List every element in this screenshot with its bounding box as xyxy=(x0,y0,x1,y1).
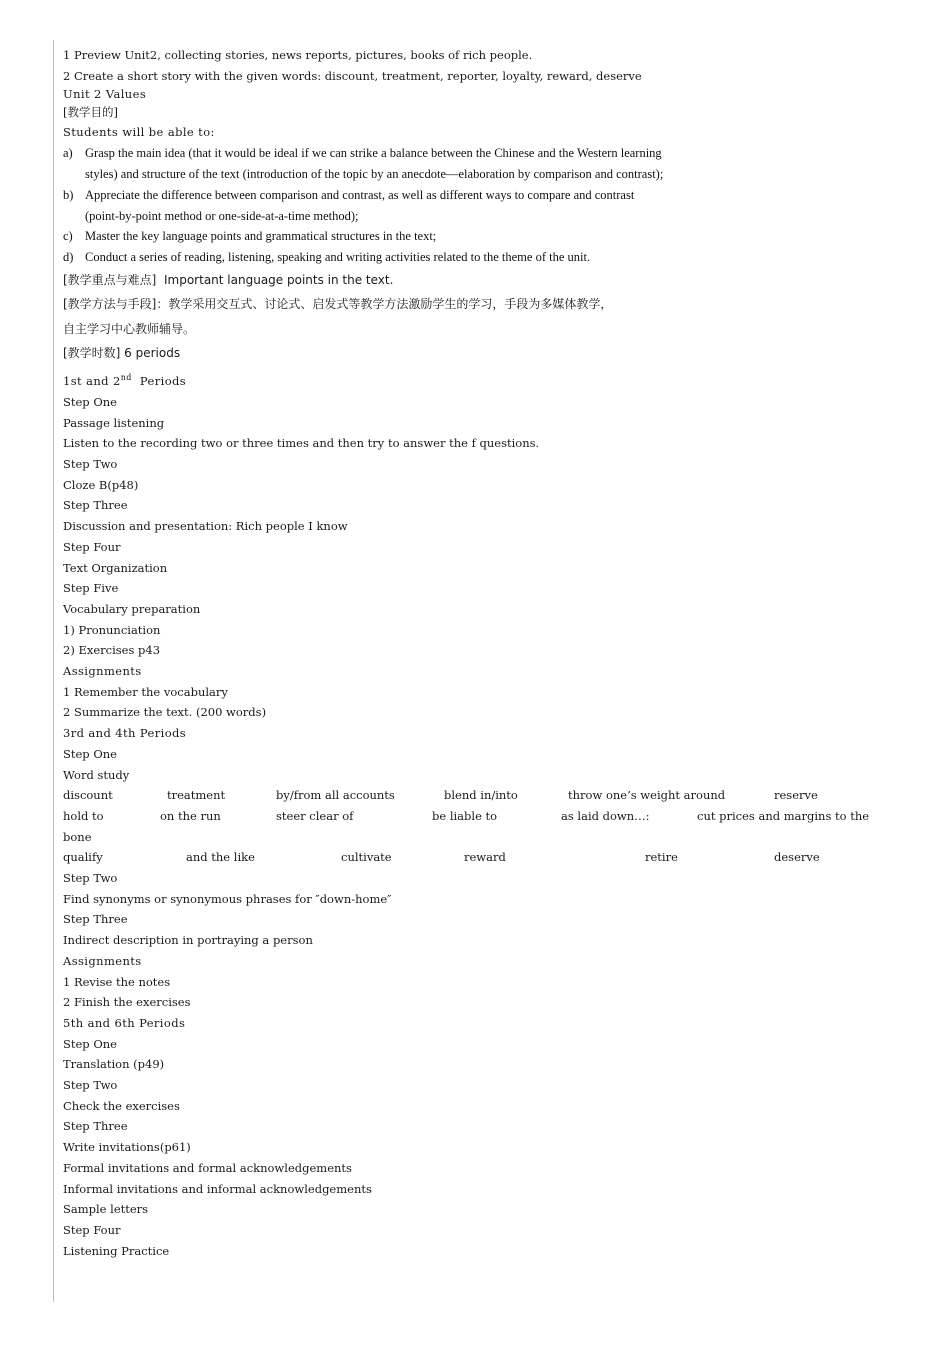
word: cut prices and margins to the xyxy=(697,808,870,823)
list-item: Assignments xyxy=(63,953,142,968)
word-row-wrap: bone xyxy=(63,829,92,844)
list-item: Indirect description in portraying a person xyxy=(63,933,313,948)
list-item: Assignments xyxy=(63,664,142,679)
word-row xyxy=(63,785,923,806)
teaching-hours: [教学时数] 6 periods xyxy=(63,346,181,361)
word: qualify xyxy=(63,850,103,865)
word: treatment xyxy=(167,788,226,803)
list-item: 2 Finish the exercises xyxy=(63,995,191,1010)
word: steer clear of xyxy=(276,808,354,823)
section-title-text: Periods xyxy=(131,373,187,388)
list-item: Step Three xyxy=(63,498,128,513)
word: cultivate xyxy=(341,850,392,865)
list-item: 2 Summarize the text. (200 words) xyxy=(63,705,267,720)
list-item: Cloze B(p48) xyxy=(63,477,139,492)
list-item: Passage listening xyxy=(63,415,165,430)
word: on the run xyxy=(160,808,221,823)
unit-title: Unit 2 Values xyxy=(63,87,147,102)
list-item: Discussion and presentation: Rich people I know xyxy=(63,519,348,534)
list-item: Listen to the recording two or three times and then try to answer the f questions. xyxy=(63,436,540,451)
list-item: Find synonyms or synonymous phrases for ″down-home″ xyxy=(63,891,392,906)
list-item: Check the exercises xyxy=(63,1098,180,1113)
list-item: Step Four xyxy=(63,539,121,554)
list-item: Step Two xyxy=(63,871,118,886)
list-item: Word study xyxy=(63,767,130,782)
word: throw one’s weight around xyxy=(568,788,726,803)
list-item: 1 Remember the vocabulary xyxy=(63,684,228,699)
objectives-header: [教学目的] xyxy=(63,105,118,120)
word: reserve xyxy=(774,788,818,803)
word: as laid down…: xyxy=(561,808,650,823)
objective-text: Master the key language points and grammatical structures in the text; xyxy=(85,229,437,244)
objective-text: Conduct a series of reading, listening, speaking and writing activities related to the theme of the unit. xyxy=(85,250,591,265)
word: retire xyxy=(645,850,678,865)
section-title-text: 1st and 2 xyxy=(63,373,121,388)
list-item: Step One xyxy=(63,394,117,409)
list-item: 2) Exercises p43 xyxy=(63,643,161,658)
word: deserve xyxy=(774,850,820,865)
objective-text: Appreciate the difference between comparison and contrast, as well as different ways to compare and contrast (point-by-point method or one-side-at-a-time method); xyxy=(85,187,635,223)
objectives-intro: Students will be able to: xyxy=(63,125,215,140)
objective-item xyxy=(63,247,923,268)
word: by/from all accounts xyxy=(276,788,395,803)
section-title-periods-1-2 xyxy=(63,370,923,392)
objective-item xyxy=(63,226,923,247)
homework-item: 2 Create a short story with the given words: discount, treatment, reporter, loyalty, reward, deserve xyxy=(63,68,642,83)
left-margin-rule xyxy=(53,40,54,1302)
homework-item: 1 Preview Unit2, collecting stories, news reports, pictures, books of rich people. xyxy=(63,48,533,62)
word: hold to xyxy=(63,808,104,823)
objective-text: Grasp the main idea (that it would be ideal if we can strike a balance between the Chinese and the Western learning styles) and structure of the text (introduction of the topic by an anecdote—elaboration by comparison and contrast); xyxy=(85,146,664,181)
list-item: Informal invitations and informal acknowledgements xyxy=(63,1181,372,1196)
word: discount xyxy=(63,788,113,803)
list-item: Vocabulary preparation xyxy=(63,601,201,616)
list-item: Step Five xyxy=(63,581,119,596)
list-item: Formal invitations and formal acknowledgements xyxy=(63,1160,352,1175)
list-item: Step Two xyxy=(63,1078,118,1093)
teaching-methods: [教学方法与手段]：教学采用交互式、讨论式、启发式等教学方法激励学生的学习，手段为多媒体教学， xyxy=(63,297,613,312)
section-title-periods-5-6: 5th and 6th Periods xyxy=(63,1015,186,1030)
word: be liable to xyxy=(432,808,498,823)
superscript: nd xyxy=(120,372,132,382)
objective-marker: d) xyxy=(63,250,74,265)
list-item: Step Four xyxy=(63,1222,121,1237)
list-item: Translation (p49) xyxy=(63,1057,165,1072)
lesson-plan-document xyxy=(63,45,923,1261)
list-item: Step One xyxy=(63,746,117,761)
objective-marker: c) xyxy=(63,229,73,244)
list-item: Step Three xyxy=(63,912,128,927)
word-row xyxy=(63,847,923,868)
list-item: Step Three xyxy=(63,1119,128,1134)
list-item: Step Two xyxy=(63,457,118,471)
list-item: Sample letters xyxy=(63,1202,149,1217)
word: reward xyxy=(464,850,506,865)
list-item: 1) Pronunciation xyxy=(63,622,161,637)
list-item: Text Organization xyxy=(63,560,168,575)
list-item: Listening Practice xyxy=(63,1243,170,1258)
word-row xyxy=(63,806,923,827)
teaching-methods-cont: 自主学习中心教师辅导。 xyxy=(63,321,196,336)
list-item: 1 Revise the notes xyxy=(63,974,171,989)
section-title-periods-3-4: 3rd and 4th Periods xyxy=(63,726,187,741)
objective-item xyxy=(63,143,923,185)
list-item: Write invitations(p61) xyxy=(63,1140,191,1155)
key-points: [教学重点与难点] Important language points in the text. xyxy=(63,272,394,287)
objective-marker: a) xyxy=(63,146,73,161)
list-item: Step One xyxy=(63,1036,117,1051)
word: blend in/into xyxy=(444,788,518,803)
objective-item xyxy=(63,185,923,227)
word: and the like xyxy=(186,850,255,865)
objective-marker: b) xyxy=(63,187,74,202)
